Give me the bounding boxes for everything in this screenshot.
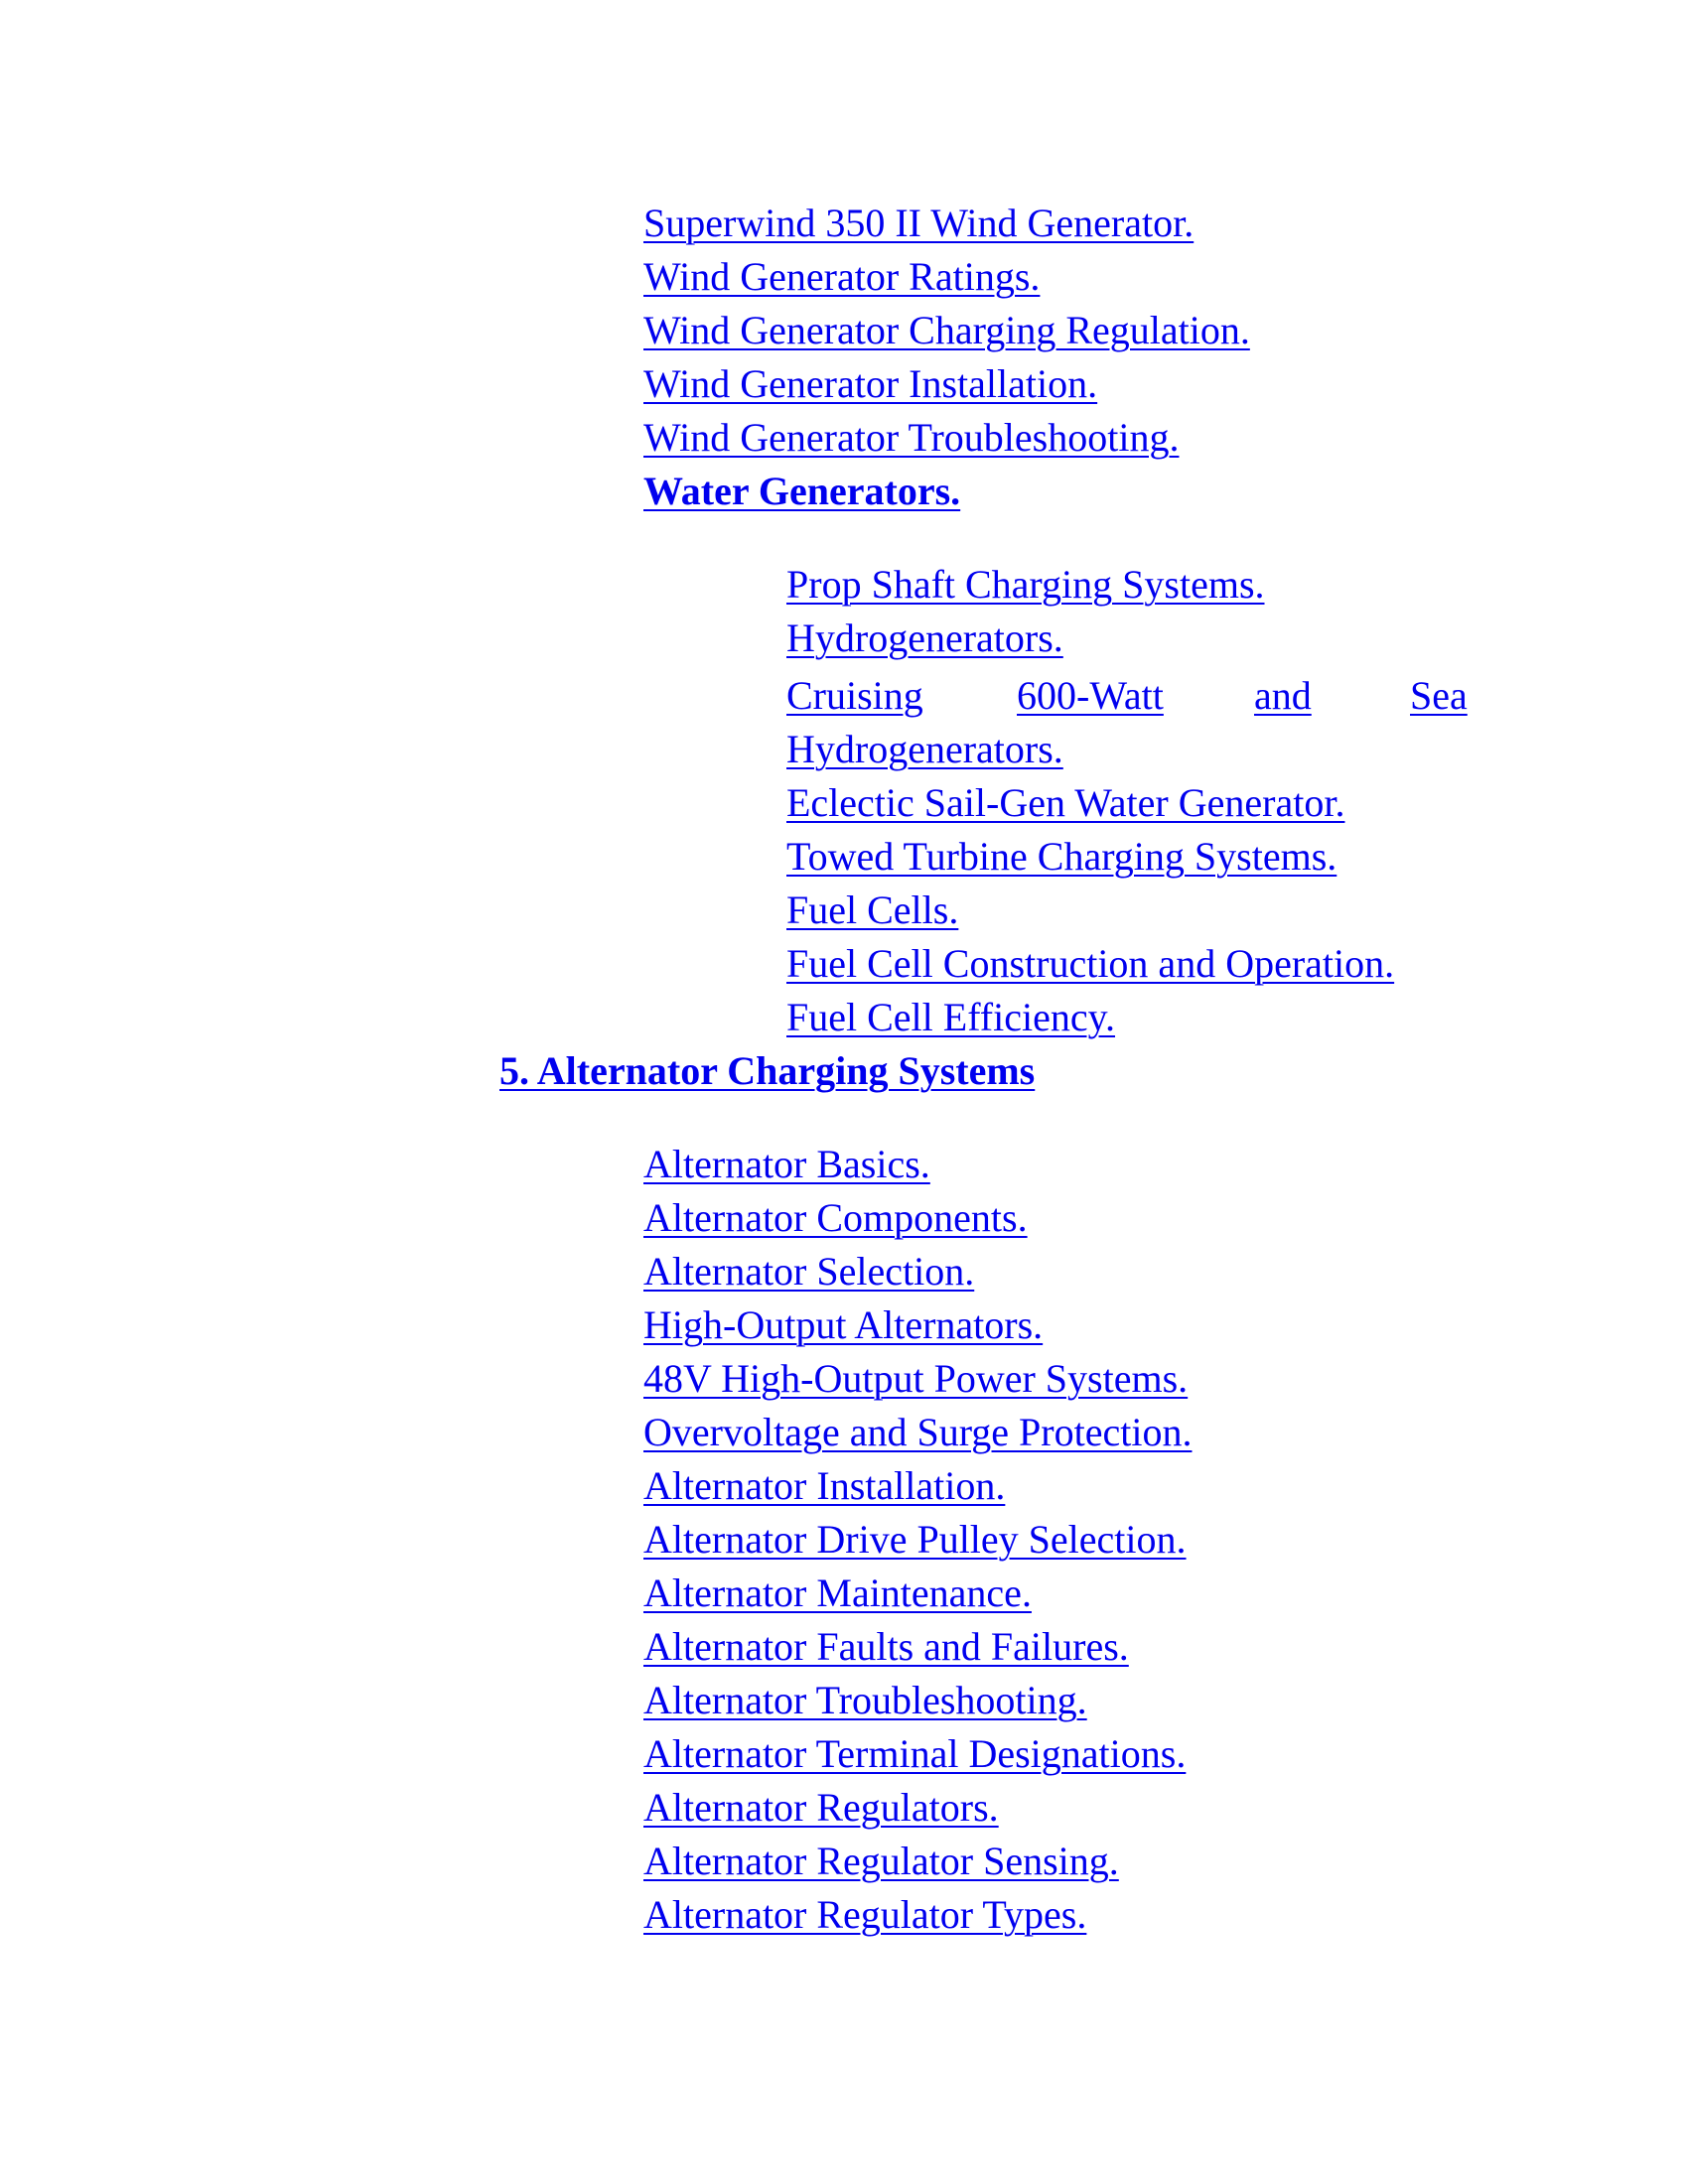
toc-link-alternator-faults-failures[interactable]: Alternator Faults and Failures. [643,1624,1129,1669]
toc-link-cruising-word-1[interactable]: Cruising [786,673,923,718]
toc-link-fuel-cells[interactable]: Fuel Cells. [786,887,959,932]
toc-link-cruising-600-watt-continuation[interactable]: Hydrogenerators. [786,727,1063,771]
toc-link-towed-turbine[interactable]: Towed Turbine Charging Systems. [786,834,1337,879]
toc-entry-cruising-600-watt [786,669,1468,723]
toc-link-eclectic-sail-gen[interactable]: Eclectic Sail-Gen Water Generator. [786,780,1345,825]
toc-chapter-5-alternator-charging-systems[interactable]: 5. Alternator Charging Systems [499,1048,1036,1093]
toc-link-alternator-troubleshooting[interactable]: Alternator Troubleshooting. [643,1678,1087,1722]
toc-link-alternator-maintenance[interactable]: Alternator Maintenance. [643,1570,1032,1615]
toc-link-48v-high-output-power-systems[interactable]: 48V High-Output Power Systems. [643,1356,1189,1401]
toc-link-alternator-selection[interactable]: Alternator Selection. [643,1249,975,1294]
toc-link-wind-generator-troubleshooting[interactable]: Wind Generator Troubleshooting. [643,415,1180,460]
toc-link-fuel-cell-efficiency[interactable]: Fuel Cell Efficiency. [786,995,1116,1039]
toc-link-alternator-regulator-types[interactable]: Alternator Regulator Types. [643,1892,1087,1937]
toc-link-alternator-basics[interactable]: Alternator Basics. [643,1142,930,1186]
toc-link-wind-generator-installation[interactable]: Wind Generator Installation. [643,361,1098,406]
toc-link-cruising-word-2[interactable]: 600-Watt [1017,673,1164,718]
toc-link-overvoltage-surge-protection[interactable]: Overvoltage and Surge Protection. [643,1410,1193,1454]
toc-link-alternator-regulators[interactable]: Alternator Regulators. [643,1785,999,1830]
toc-link-alternator-components[interactable]: Alternator Components. [643,1195,1028,1240]
toc-link-fuel-cell-construction[interactable]: Fuel Cell Construction and Operation. [786,941,1395,986]
toc-link-cruising-word-4[interactable]: Sea [1410,673,1468,718]
toc-link-alternator-installation[interactable]: Alternator Installation. [643,1463,1006,1508]
toc-link-water-generators[interactable]: Water Generators. [643,469,961,513]
toc-link-wind-generator-charging-regulation[interactable]: Wind Generator Charging Regulation. [643,308,1250,352]
toc-link-hydrogenerators[interactable]: Hydrogenerators. [786,615,1063,660]
toc-link-prop-shaft-charging-systems[interactable]: Prop Shaft Charging Systems. [786,562,1265,607]
toc-link-wind-generator-ratings[interactable]: Wind Generator Ratings. [643,254,1041,299]
toc-link-alternator-terminal-designations[interactable]: Alternator Terminal Designations. [643,1731,1187,1776]
toc-link-cruising-word-3[interactable]: and [1254,673,1312,718]
toc-link-alternator-regulator-sensing[interactable]: Alternator Regulator Sensing. [643,1839,1119,1883]
toc-link-high-output-alternators[interactable]: High-Output Alternators. [643,1302,1044,1347]
toc-link-superwind-350-ii[interactable]: Superwind 350 II Wind Generator. [643,201,1195,245]
toc-link-alternator-drive-pulley-selection[interactable]: Alternator Drive Pulley Selection. [643,1517,1187,1562]
